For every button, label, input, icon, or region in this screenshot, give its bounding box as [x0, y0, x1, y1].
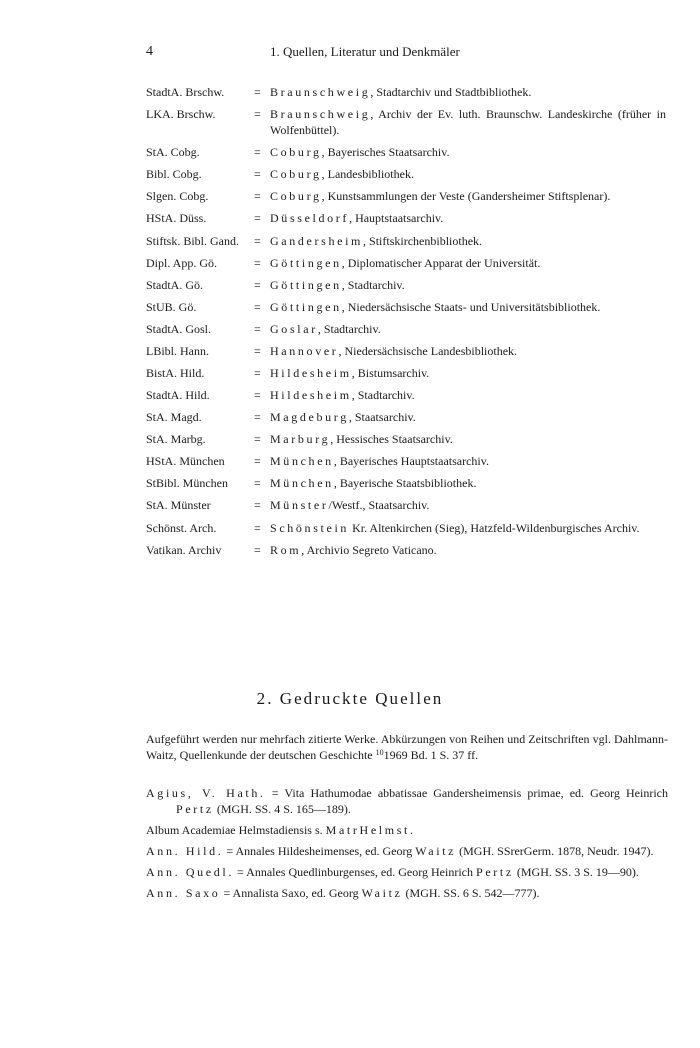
page-number: 4 [146, 44, 153, 59]
abbreviation-key: Slgen. Cobg. [146, 189, 209, 204]
intro-text-end: 1969 Bd. 1 S. 37 ff. [383, 748, 479, 763]
abbreviation-description [270, 166, 666, 182]
abbreviation-row [146, 453, 666, 469]
abbreviation-row [146, 210, 666, 226]
description-text: , Hessisches Staatsarchiv. [330, 432, 453, 447]
equals-sign: = [254, 107, 261, 122]
description-text: , Hauptstaatsarchiv. [349, 211, 444, 226]
equals-sign: = [254, 366, 261, 381]
equals-sign: = [254, 454, 261, 469]
abbreviation-description [270, 431, 666, 447]
source-entry [146, 885, 668, 901]
description-text: , Stadtarchiv. [351, 388, 415, 403]
abbreviation-description [270, 144, 666, 160]
spaced-text: Ann. Saxo [146, 886, 221, 901]
intro-text: Aufgeführt werden nur mehrfach zitierte Werke. Abkürzungen von Reihen und Zeitschriften vgl. Dahlmann-Waitz, Quellenkunde der deutschen Geschichte [146, 732, 668, 763]
entry-text: (MGH. SS. 4 S. 165—189). [213, 802, 351, 817]
description-text: , Bistumsarchiv. [351, 366, 430, 381]
abbreviation-key: HStA. München [146, 454, 225, 469]
place-name: Braunschweig [270, 85, 371, 99]
place-name: Gandersheim [270, 233, 364, 248]
entry-text: (MGH. SS. 6 S. 542—777). [402, 886, 540, 901]
abbreviation-row [146, 321, 666, 337]
description-text: , Stadtarchiv. [317, 321, 381, 336]
abbreviation-key: StadtA. Gö. [146, 277, 203, 292]
equals-sign: = [254, 432, 261, 447]
equals-sign: = [254, 211, 261, 226]
description-text: , Staatsarchiv. [348, 410, 416, 425]
description-text: , Stiftskirchenbibliothek. [363, 233, 483, 248]
place-name: Goslar [270, 321, 318, 336]
place-name: Marburg [270, 432, 331, 447]
abbreviation-key: Vatikan. Archiv [146, 542, 222, 557]
description-text: , Bayerische Staatsbibliothek. [333, 476, 477, 491]
place-name: Rom [270, 542, 302, 557]
description-text: Kr. Altenkirchen (Sieg), Hatzfeld-Wildenburgisches Archiv. [349, 520, 640, 535]
equals-sign: = [254, 476, 261, 491]
source-list [146, 785, 668, 906]
abbreviation-key: StA. Münster [146, 498, 211, 513]
abbreviation-row [146, 520, 666, 536]
description-text: , Bayerisches Staatsarchiv. [321, 145, 450, 160]
abbreviation-key: Schönst. Arch. [146, 520, 217, 535]
abbreviation-key: StBibl. München [146, 476, 229, 491]
abbreviation-row [146, 497, 666, 513]
abbreviation-description [270, 497, 666, 513]
source-entry [146, 864, 668, 880]
abbreviation-list [146, 84, 666, 564]
description-text: , Stadtarchiv. [341, 277, 405, 292]
place-name: Hildesheim [270, 388, 352, 403]
place-name: Schönstein [270, 520, 350, 535]
entry-text: Album Academiae Helmstadiensis s. [146, 823, 326, 838]
abbreviation-row [146, 106, 666, 138]
abbreviation-description [270, 233, 666, 249]
abbreviation-description [270, 277, 666, 293]
abbreviation-row [146, 343, 666, 359]
abbreviation-description [270, 520, 666, 536]
abbreviation-description [270, 365, 666, 381]
abbreviation-row [146, 387, 666, 403]
place-name: München [270, 454, 334, 469]
section-title: 2. Gedruckte Quellen [256, 689, 444, 708]
running-head: 1. Quellen, Literatur und Denkmäler [270, 44, 460, 59]
place-name: Göttingen [270, 277, 342, 292]
abbreviation-key: StA. Cobg. [146, 145, 200, 160]
abbreviation-key: StadtA. Brschw. [146, 85, 225, 99]
place-name: Hildesheim [270, 366, 352, 381]
abbreviation-row [146, 542, 666, 558]
abbreviation-row [146, 277, 666, 293]
abbreviation-key: StA. Marbg. [146, 432, 206, 447]
spaced-text: Pertz [476, 865, 514, 880]
place-name: Hannover [270, 343, 339, 358]
place-name: Münster [270, 498, 329, 513]
equals-sign: = [254, 542, 261, 557]
abbreviation-row [146, 255, 666, 271]
equals-sign: = [254, 299, 261, 314]
abbreviation-description [270, 409, 666, 425]
equals-sign: = [254, 167, 261, 182]
abbreviation-row [146, 475, 666, 491]
entry-text: = Vita Hathumodae abbatissae Gandersheimensis primae, ed. Georg Heinrich [265, 786, 668, 800]
place-name: Düsseldorf [270, 211, 350, 226]
entry-text: = Annalista Saxo, ed. Georg [220, 886, 362, 901]
equals-sign: = [254, 343, 261, 358]
abbreviation-key: HStA. Düss. [146, 211, 207, 226]
section-intro [146, 731, 668, 763]
description-text: , Landesbibliothek. [321, 167, 414, 182]
abbreviation-row [146, 233, 666, 249]
description-text: , Niedersächsische Staats- und Universitätsbibliothek. [341, 299, 601, 314]
equals-sign: = [254, 85, 261, 99]
description-text: , Niedersächsische Landesbibliothek. [338, 343, 518, 358]
abbreviation-description [270, 453, 666, 469]
equals-sign: = [254, 145, 261, 160]
abbreviation-description [270, 343, 666, 359]
entry-text: (MGH. SSrerGerm. 1878, Neudr. 1947). [456, 844, 654, 859]
abbreviation-description [270, 210, 666, 226]
source-entry [146, 843, 668, 859]
equals-sign: = [254, 388, 261, 403]
abbreviation-key: LBibl. Hann. [146, 343, 209, 358]
place-name: Magdeburg [270, 410, 349, 425]
abbreviation-key: StadtA. Gosl. [146, 321, 212, 336]
abbreviation-description [270, 299, 666, 315]
abbreviation-description [270, 188, 666, 204]
equals-sign: = [254, 410, 261, 425]
abbreviation-row [146, 299, 666, 315]
abbreviation-description [270, 106, 666, 138]
abbreviation-row [146, 144, 666, 160]
spaced-text: Ann. Quedl. [146, 865, 235, 880]
abbreviation-row [146, 365, 666, 381]
place-name: Braunschweig [270, 107, 371, 122]
equals-sign: = [254, 277, 261, 292]
abbreviation-key: BistA. Hild. [146, 366, 205, 381]
description-text: , Diplomatischer Apparat der Universität. [341, 255, 541, 270]
equals-sign: = [254, 498, 261, 513]
equals-sign: = [254, 233, 261, 248]
description-text: , Archiv der Ev. luth. Braunschw. Landeskirche (früher in Wolfenbüttel). [270, 107, 666, 138]
abbreviation-description [270, 84, 666, 100]
abbreviation-description [270, 475, 666, 491]
place-name: Göttingen [270, 255, 342, 270]
description-text: , Bayerisches Hauptstaatsarchiv. [333, 454, 489, 469]
abbreviation-description [270, 387, 666, 403]
abbreviation-key: Dipl. App. Gö. [146, 255, 218, 270]
abbreviation-row [146, 409, 666, 425]
abbreviation-key: Stiftsk. Bibl. Gand. [146, 233, 240, 248]
place-name: Coburg [270, 145, 322, 160]
abbreviation-key: StadtA. Hild. [146, 388, 210, 403]
spaced-text: MatrHelmst. [325, 823, 416, 838]
entry-text: = Annales Hildesheimenses, ed. Georg [223, 844, 416, 859]
equals-sign: = [254, 189, 261, 204]
source-entry [146, 785, 668, 817]
spaced-text: Pertz [176, 802, 214, 817]
place-name: Göttingen [270, 299, 342, 314]
abbreviation-row [146, 166, 666, 182]
abbreviation-row [146, 84, 666, 100]
description-text: /Westf., Staatsarchiv. [328, 498, 430, 513]
place-name: Coburg [270, 189, 322, 204]
description-text: , Stadtarchiv und Stadtbibliothek. [370, 85, 532, 99]
abbreviation-key: LKA. Brschw. [146, 107, 216, 122]
abbreviation-description [270, 542, 666, 558]
abbreviation-description [270, 255, 666, 271]
abbreviation-key: StA. Magd. [146, 410, 202, 425]
place-name: München [270, 476, 334, 491]
abbreviation-key: Bibl. Cobg. [146, 167, 202, 182]
place-name: Coburg [270, 167, 322, 182]
spaced-text: Waitz [361, 886, 403, 901]
entry-text: = Annales Quedlinburgenses, ed. Georg Heinrich [234, 865, 476, 880]
equals-sign: = [254, 321, 261, 336]
spaced-text: Waitz [415, 844, 457, 859]
abbreviation-key: StUB. Gö. [146, 299, 197, 314]
spaced-text: Agius, V. Hath. [146, 786, 266, 800]
entry-text: (MGH. SS. 3 S. 19—90). [513, 865, 639, 880]
edition-superscript: 10 [375, 748, 384, 758]
abbreviation-row [146, 188, 666, 204]
source-entry [146, 822, 668, 838]
equals-sign: = [254, 255, 261, 270]
description-text: , Kunstsammlungen der Veste (Gandersheimer Stiftsplenar). [321, 189, 611, 204]
spaced-text: Ann. Hild. [146, 844, 224, 859]
abbreviation-row [146, 431, 666, 447]
description-text: , Archivio Segreto Vaticano. [301, 542, 437, 557]
equals-sign: = [254, 520, 261, 535]
abbreviation-description [270, 321, 666, 337]
